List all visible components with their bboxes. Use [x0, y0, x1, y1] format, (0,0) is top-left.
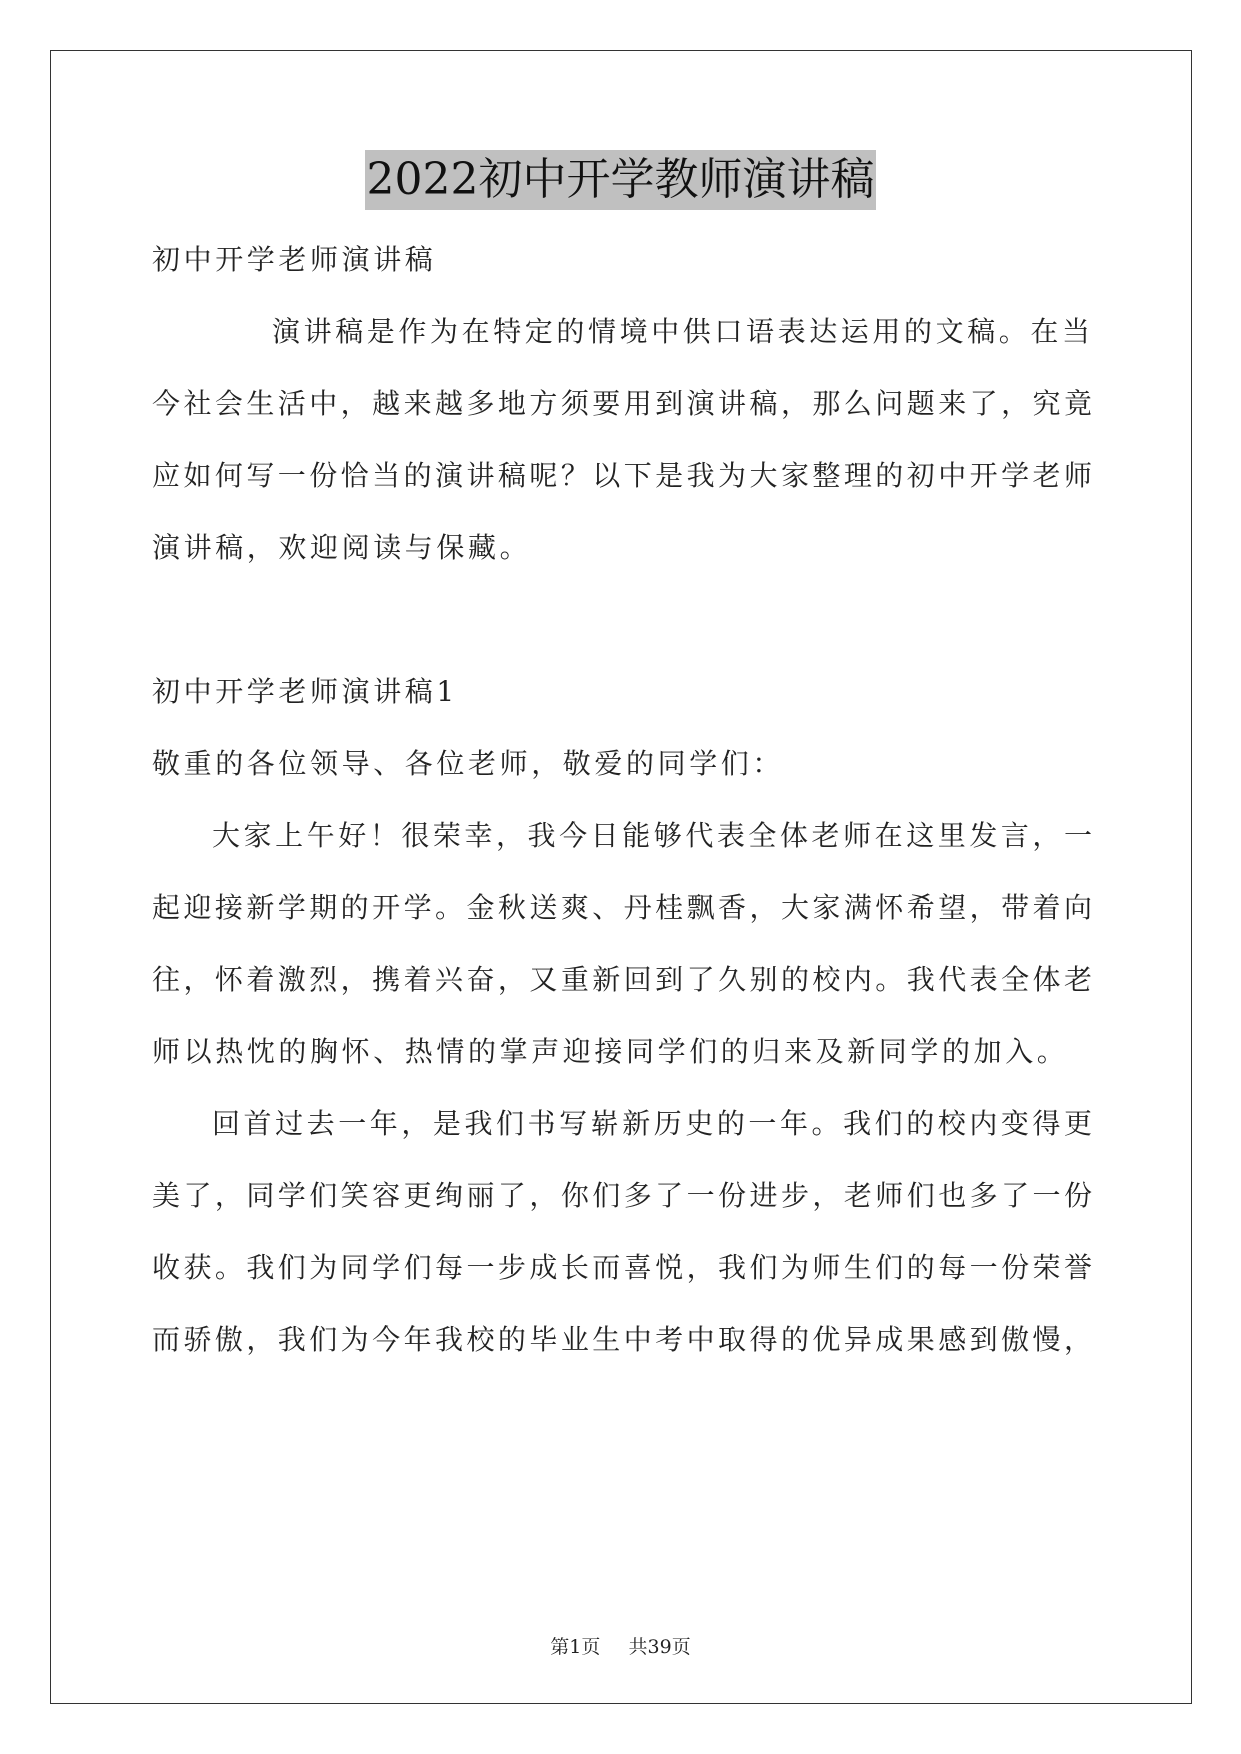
body-line-1: 大家上午好！很荣幸，我今日能够代表全体老师在这里发言，一 [212, 819, 1092, 852]
section-heading: 初中开学老师演讲稿1 [152, 675, 458, 708]
page-border [50, 50, 1192, 1704]
intro-line-1: 演讲稿是作为在特定的情境中供口语表达运用的文稿。在当 [272, 315, 1094, 348]
body-line-3: 往，怀着激烈，携着兴奋，又重新回到了久别的校内。我代表全体老 [152, 963, 1092, 996]
body-line-7: 收获。我们为同学们每一步成长而喜悦，我们为师生们的每一份荣誉 [152, 1251, 1092, 1284]
title-container [0, 150, 1241, 210]
document-title: 2022初中开学教师演讲稿 [365, 150, 877, 210]
intro-line-3: 应如何写一份恰当的演讲稿呢？以下是我为大家整理的初中开学老师 [152, 459, 1092, 492]
page-total: 共39页 [628, 1636, 691, 1658]
intro-line-4: 演讲稿，欢迎阅读与保藏。 [152, 531, 532, 564]
page-number: 第1页 [550, 1636, 601, 1658]
body-line-8: 而骄傲，我们为今年我校的毕业生中考中取得的优异成果感到傲慢， [152, 1323, 1092, 1356]
body-line-2: 起迎接新学期的开学。金秋送爽、丹桂飘香，大家满怀希望，带着向 [152, 891, 1092, 924]
body-line-5: 回首过去一年，是我们书写崭新历史的一年。我们的校内变得更 [212, 1107, 1092, 1140]
body-line-4: 师以热忱的胸怀、热情的掌声迎接同学们的归来及新同学的加入。 [152, 1035, 1069, 1068]
salutation: 敬重的各位领导、各位老师，敬爱的同学们： [152, 747, 785, 780]
document-subtitle: 初中开学老师演讲稿 [152, 243, 437, 276]
body-line-6: 美了，同学们笑容更绚丽了，你们多了一份进步，老师们也多了一份 [152, 1179, 1092, 1212]
page-footer [0, 1632, 1241, 1659]
intro-line-2: 今社会生活中，越来越多地方须要用到演讲稿，那么问题来了，究竟 [152, 387, 1092, 420]
